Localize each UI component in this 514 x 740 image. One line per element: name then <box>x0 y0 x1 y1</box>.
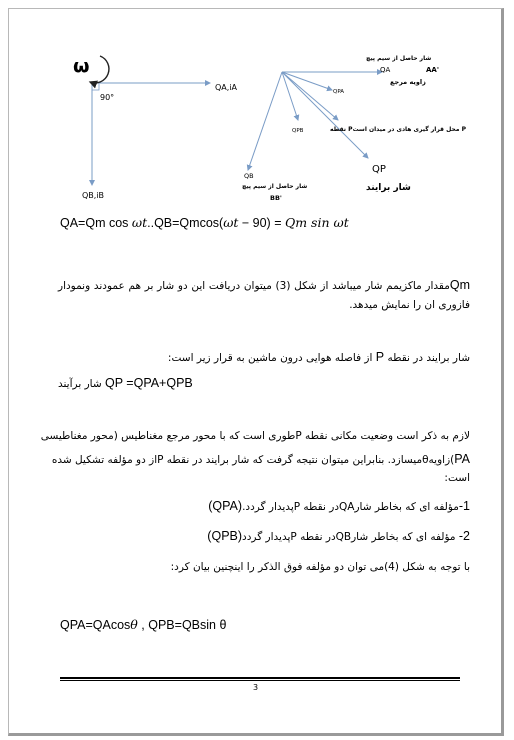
paragraph-2-line-2 <box>58 376 470 390</box>
equation-2 <box>60 617 226 632</box>
footer-rule <box>60 677 460 679</box>
right-angle-marker <box>92 83 99 90</box>
axis-b-label: QB,iB <box>82 191 105 200</box>
paragraph-1-text: مقدار ماکزیمم شار میباشد از شکل (3) میتوان دریافت این دو شار بر هم عمودند ونمودار فازوری ان را نمایش میدهد. <box>58 280 470 311</box>
rotation-arc <box>90 56 109 83</box>
paragraph-3-line-1: لازم به ذکر است وضعیت مکانی نقطه Pطوری است که با محور مرجع مغناطیس (محور مغناطیسی <box>40 430 470 442</box>
p3-line2-text: )زاویهθمیسازد. بنابراین میتوان نتیجه گرفت که شار برایند در نقطه Pاز دو مؤلفه تشکیل شده <box>51 454 455 466</box>
qa-desc-label: شار حاصل از سیم پیچ <box>366 55 432 62</box>
page-number: 3 <box>253 683 259 692</box>
eq2-qpb: QPB=QBsin <box>148 618 220 632</box>
qpa-label: QPA <box>333 89 345 95</box>
omega-symbol: ω <box>73 55 90 77</box>
angle-label: 90° <box>100 93 115 102</box>
paragraph-3-line-3: است: <box>444 472 470 484</box>
p2-resultant-equation: QP =QPA+QPB <box>104 376 193 390</box>
list-item-2 <box>58 529 470 543</box>
eq1-part3: − 90) = <box>238 216 285 230</box>
p3-pa-symbol: PA <box>454 452 470 466</box>
axis-a-label: QA,iA <box>215 83 238 92</box>
list-item-2-number: 2- <box>458 529 470 543</box>
paragraph-2-line-1 <box>58 350 470 364</box>
p2-resultant-text: شار برآیند <box>58 378 102 390</box>
right-phasor-diagram <box>240 48 466 208</box>
eq1-part4: Qm <box>284 215 308 230</box>
eq2-theta-1: θ <box>130 617 138 632</box>
eq1-part5: sin <box>307 215 334 230</box>
eq1-part1: QA=Qm cos <box>60 216 129 230</box>
footer-rule-thin <box>60 680 460 681</box>
eq2-qpa: QPA=QAcos <box>60 618 131 632</box>
list-item-2-symbol: (QPB) <box>207 529 243 543</box>
list-item-2-text: مؤلفه ای که بخاطر شارQBدر نقطه Pپدیدار گردد <box>242 531 459 543</box>
list-item-1-symbol: (QPA) <box>208 499 243 513</box>
equation-1 <box>60 215 349 230</box>
eq1-wt3: ωt <box>333 215 349 230</box>
paragraph-4: با توجه به شکل (4)می توان دو مؤلفه فوق الذکر را اینچنین بیان کرد: <box>170 561 470 573</box>
qm-symbol: Qm <box>449 278 470 292</box>
list-item-1-text: مؤلفه ای که بخاطر شارQAدر نقطه Pپدیدار گردد. <box>242 501 459 513</box>
point-p-label: نقطه Pمحل قرار گیری هادی در میدان است P <box>330 126 466 133</box>
list-item-1-number: 1- <box>458 499 470 513</box>
eq1-part2: ..QB=Qmcos( <box>147 216 224 230</box>
p2-line1-b: از فاصله هوایی درون ماشین به قرار زیر است: <box>167 352 373 364</box>
eq1-wt1: ωt <box>131 215 148 230</box>
left-phasor-diagram <box>60 52 250 202</box>
resultant-flux-label: شار برایند <box>366 183 411 193</box>
reference-angle-label: زاویه مرجع <box>390 78 426 86</box>
p2-line1-a: شار برایند در نقطه <box>387 352 470 364</box>
eq2-separator: , <box>137 618 149 632</box>
paragraph-3-line-2 <box>51 452 470 466</box>
eq2-theta-2: θ <box>219 618 227 632</box>
list-item-1 <box>58 499 470 513</box>
qp-vector <box>282 72 368 158</box>
qb-label: QB <box>244 172 254 180</box>
qpb-label: QPB <box>292 128 304 134</box>
qb-desc-label: شار حاصل از سیم پیچ <box>242 183 308 190</box>
eq1-wt2: ωt <box>223 215 239 230</box>
qb-vector <box>248 72 282 170</box>
paragraph-1 <box>58 276 470 315</box>
p2-point-p: P <box>375 350 385 364</box>
qa-label: QA <box>380 66 391 74</box>
qpa-vector <box>282 72 332 90</box>
bb-label: BB' <box>270 194 282 202</box>
qp-label: QP <box>372 164 386 175</box>
aa-label: AA' <box>426 66 439 74</box>
